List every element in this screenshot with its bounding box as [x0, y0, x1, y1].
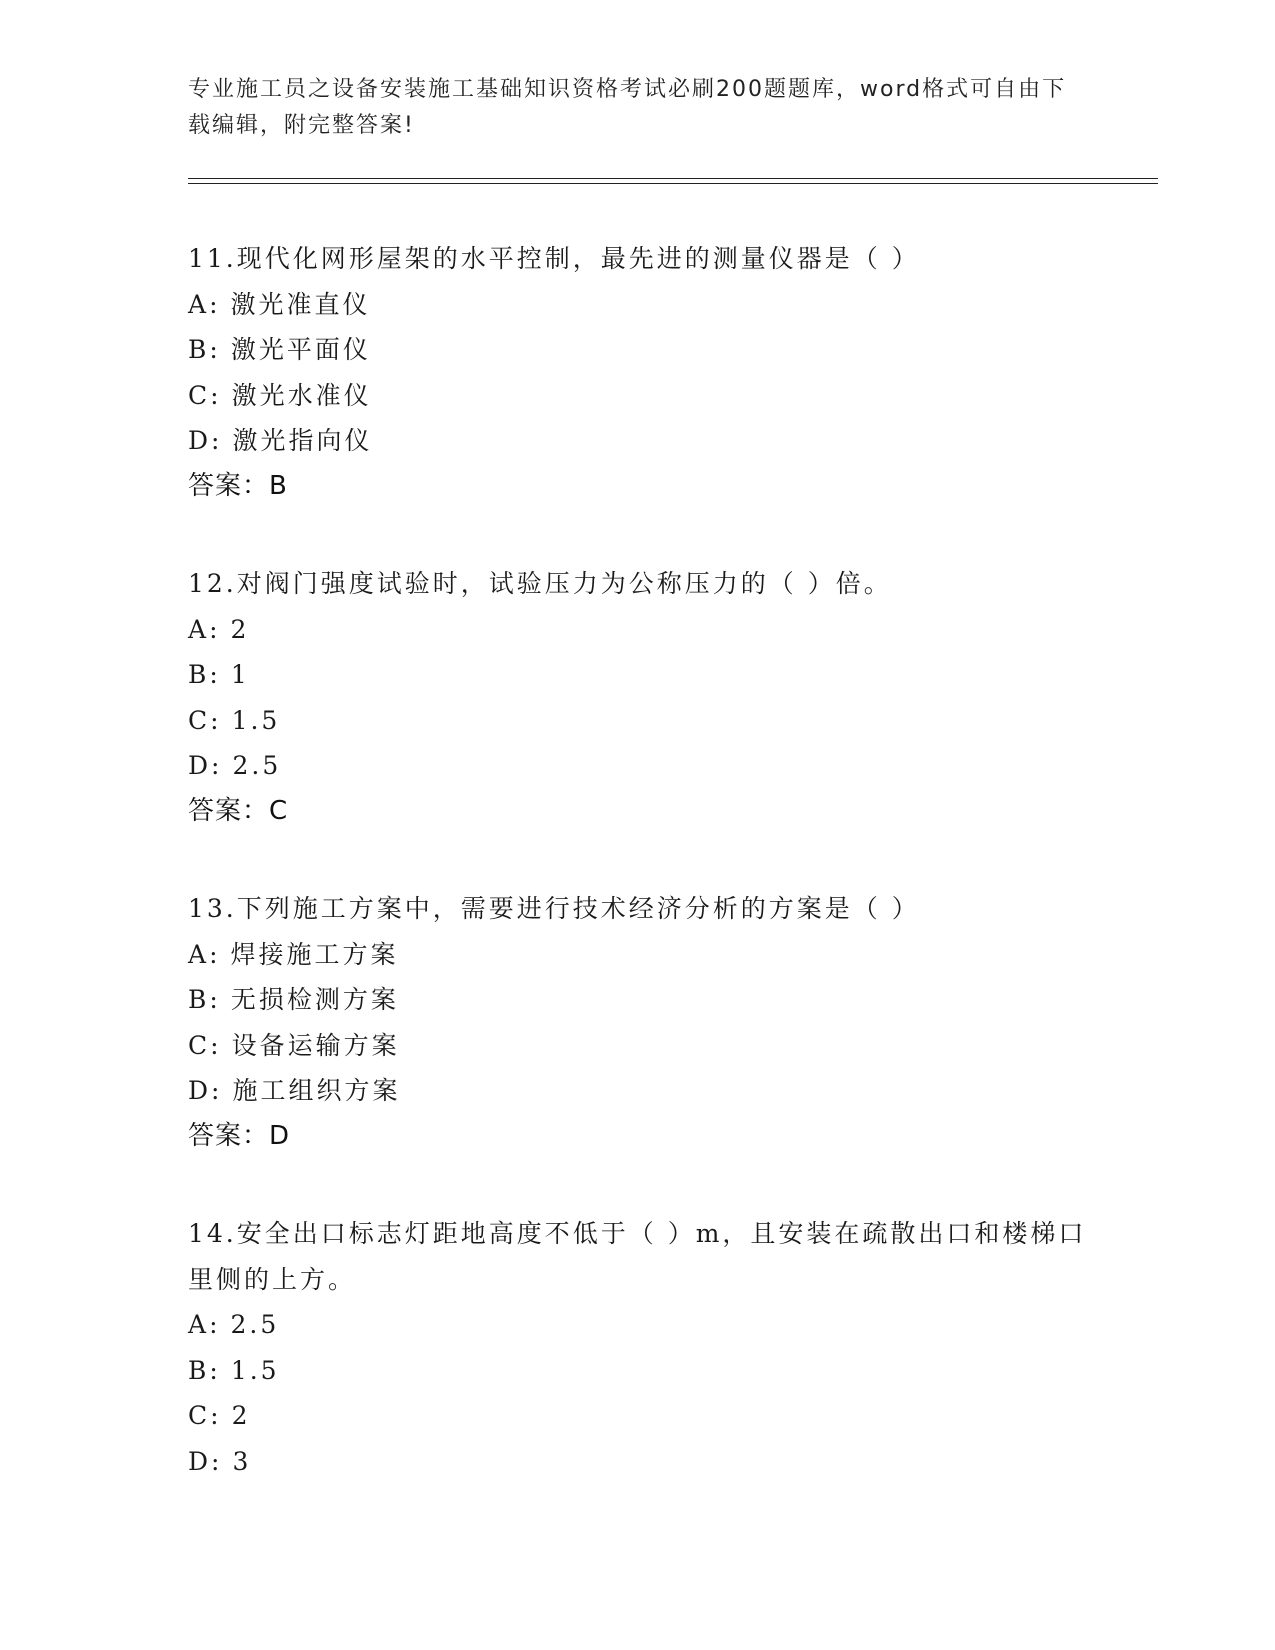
option-separator: :	[210, 705, 222, 735]
question-stem: 现代化网形屋架的水平控制，最先进的测量仪器是（ ）	[236, 244, 920, 273]
question-12	[188, 561, 1088, 834]
option-separator: :	[209, 1355, 221, 1385]
answer-value: B	[269, 470, 288, 501]
option-b	[188, 327, 1088, 373]
question-14	[188, 1211, 1088, 1484]
option-c	[188, 1023, 1088, 1069]
option-letter: A	[188, 1310, 210, 1339]
option-d	[188, 1068, 1088, 1114]
option-letter: B	[188, 985, 210, 1014]
option-text: 2	[230, 614, 250, 644]
option-letter: A	[188, 939, 210, 969]
option-separator: :	[211, 1446, 223, 1476]
question-list	[188, 236, 1088, 1536]
question-text	[188, 236, 1088, 282]
option-separator: :	[209, 335, 221, 364]
option-text: 激光准直仪	[230, 289, 371, 319]
question-number: 12.	[188, 569, 237, 598]
header-divider-top	[188, 178, 1158, 179]
question-stem: 下列施工方案中，需要进行技术经济分析的方案是（ ）	[236, 894, 920, 923]
option-letter: B	[188, 1355, 210, 1385]
option-b	[188, 977, 1088, 1023]
answer-value: C	[269, 795, 289, 826]
option-separator: :	[209, 660, 221, 689]
option-a	[188, 282, 1088, 328]
question-number: 11.	[188, 244, 237, 273]
answer-line	[188, 1114, 1088, 1160]
option-text: 施工组织方案	[232, 1076, 401, 1105]
question-text	[188, 886, 1088, 932]
option-d	[188, 1439, 1088, 1485]
option-text: 设备运输方案	[231, 1030, 400, 1060]
option-letter: A	[188, 289, 210, 319]
option-a	[188, 932, 1088, 978]
option-d	[188, 418, 1088, 464]
answer-line	[188, 789, 1088, 835]
option-c	[188, 698, 1088, 744]
option-a	[188, 607, 1088, 653]
answer-label: 答案：	[188, 470, 270, 501]
option-separator: :	[210, 1401, 222, 1430]
option-letter: D	[188, 426, 212, 455]
option-letter: C	[188, 380, 211, 410]
option-letter: D	[188, 751, 212, 780]
answer-label: 答案：	[188, 1120, 270, 1151]
option-separator: :	[209, 1310, 221, 1339]
option-text: 2.5	[230, 1310, 280, 1339]
option-separator: :	[210, 1030, 222, 1060]
question-13	[188, 886, 1088, 1159]
document-header: 专业施工员之设备安装施工基础知识资格考试必刷200题题库，word格式可自由下载编辑，附完整答案!	[188, 77, 1067, 138]
option-text: 激光平面仪	[230, 335, 371, 364]
option-b	[188, 652, 1088, 698]
option-text: 无损检测方案	[230, 985, 399, 1014]
option-d	[188, 743, 1088, 789]
header-divider-bottom	[188, 183, 1158, 184]
question-number: 14.	[188, 1219, 237, 1248]
option-text: 3	[232, 1446, 252, 1476]
option-c	[188, 1393, 1088, 1439]
option-separator: :	[209, 985, 221, 1014]
option-text: 焊接施工方案	[230, 939, 399, 969]
option-text: 激光指向仪	[232, 426, 373, 455]
option-letter: C	[188, 1401, 211, 1430]
option-a	[188, 1302, 1088, 1348]
option-separator: :	[211, 426, 223, 455]
option-separator: :	[209, 289, 221, 319]
option-letter: C	[188, 705, 211, 735]
option-text: 激光水准仪	[231, 380, 372, 410]
question-11	[188, 236, 1088, 509]
question-text	[188, 1211, 1088, 1302]
option-letter: B	[188, 335, 210, 364]
option-separator: :	[209, 614, 221, 644]
option-b	[188, 1348, 1088, 1394]
option-letter: A	[188, 614, 210, 644]
answer-value: D	[269, 1120, 291, 1151]
question-stem: 安全出口标志灯距地高度不低于（ ）m，且安装在疏散出口和楼梯口里侧的上方。	[188, 1219, 1087, 1294]
option-text: 1.5	[230, 1355, 280, 1385]
option-separator: :	[211, 1076, 223, 1105]
option-letter: B	[188, 660, 210, 689]
option-letter: C	[188, 1030, 211, 1060]
option-separator: :	[210, 380, 222, 410]
question-number: 13.	[188, 894, 237, 923]
option-text: 2	[231, 1401, 251, 1430]
option-separator: :	[211, 751, 223, 780]
question-stem: 对阀门强度试验时，试验压力为公称压力的（ ）倍。	[236, 569, 892, 598]
option-text: 1.5	[231, 705, 281, 735]
option-separator: :	[209, 939, 221, 969]
option-letter: D	[188, 1446, 212, 1476]
option-letter: D	[188, 1076, 212, 1105]
answer-line	[188, 464, 1088, 510]
answer-label: 答案：	[188, 795, 270, 826]
option-text: 1	[230, 660, 250, 689]
question-text	[188, 561, 1088, 607]
option-c	[188, 373, 1088, 419]
option-text: 2.5	[232, 751, 282, 780]
